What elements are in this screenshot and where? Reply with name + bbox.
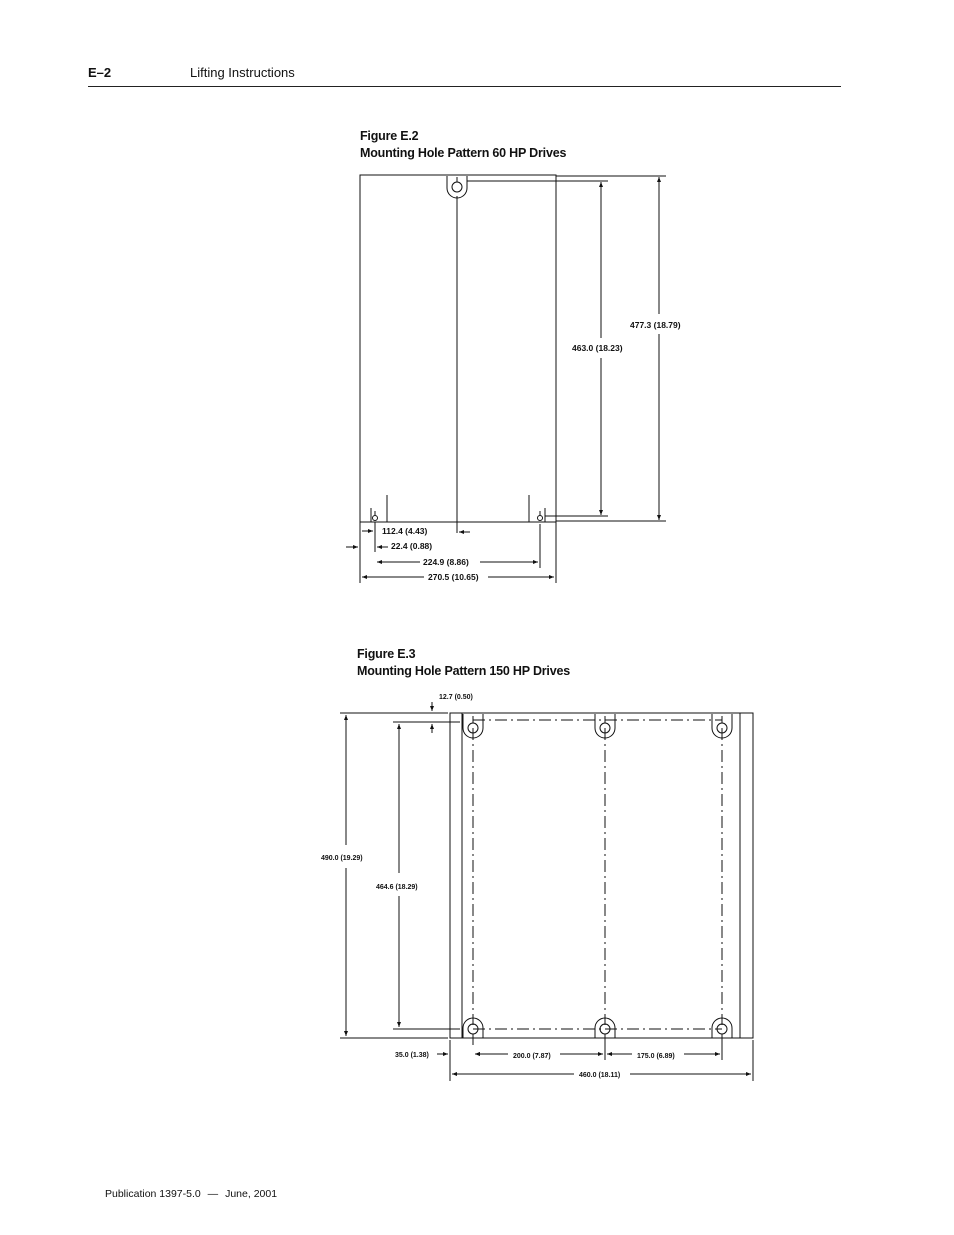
dim-e3-spacing-left: 200.0 (7.87)	[513, 1053, 551, 1060]
keyhole-icon	[373, 516, 378, 521]
figure-e2-dimensions	[382, 320, 681, 582]
section-title: Lifting Instructions	[190, 65, 295, 80]
publication-number: Publication 1397-5.0	[105, 1188, 201, 1200]
publication-footer	[105, 1188, 277, 1200]
page-number: E–2	[88, 65, 112, 80]
hole-pattern-lines	[473, 720, 722, 1029]
dim-e2-hole-spacing-horizontal: 224.9 (8.86)	[423, 557, 469, 567]
dim-e2-left-hole-offset: 112.4 (4.43)	[382, 526, 428, 536]
dim-e3-top-offset: 12.7 (0.50)	[439, 694, 473, 701]
drive-outline	[360, 175, 556, 522]
figure-e3-title: Mounting Hole Pattern 150 HP Drives	[357, 664, 570, 678]
dim-e3-hole-spacing-vertical: 464.6 (18.29)	[376, 884, 418, 891]
figure-e2-title: Mounting Hole Pattern 60 HP Drives	[360, 146, 567, 160]
publication-date: June, 2001	[225, 1188, 278, 1200]
figure-e3-drawing	[340, 702, 753, 1081]
dim-e2-hole-spacing-vertical: 463.0 (18.23)	[572, 343, 623, 353]
drive-housing-outline	[450, 713, 753, 1038]
dim-e2-overall-height: 477.3 (18.79)	[630, 320, 681, 330]
dim-e3-overall-width: 460.0 (18.11)	[579, 1072, 621, 1079]
dim-e3-spacing-right: 175.0 (6.89)	[637, 1053, 675, 1060]
top-keyholes	[463, 714, 732, 738]
footer-separator: —	[207, 1188, 219, 1200]
keyhole-icon	[452, 182, 462, 192]
dim-e3-left-offset: 35.0 (1.38)	[395, 1052, 429, 1059]
keyhole-icon	[538, 516, 543, 521]
bottom-left-slot	[371, 495, 387, 522]
figure-e2-drawing	[346, 175, 666, 583]
figure-e3-label: Figure E.3	[357, 647, 416, 661]
figure-e3-dimensions	[321, 694, 675, 1079]
figure-e2-label: Figure E.2	[360, 129, 419, 143]
dim-e3-overall-height: 490.0 (19.29)	[321, 855, 363, 862]
dim-e2-overall-width: 270.5 (10.65)	[428, 572, 479, 582]
dim-e2-edge-offset: 22.4 (0.88)	[391, 541, 433, 551]
